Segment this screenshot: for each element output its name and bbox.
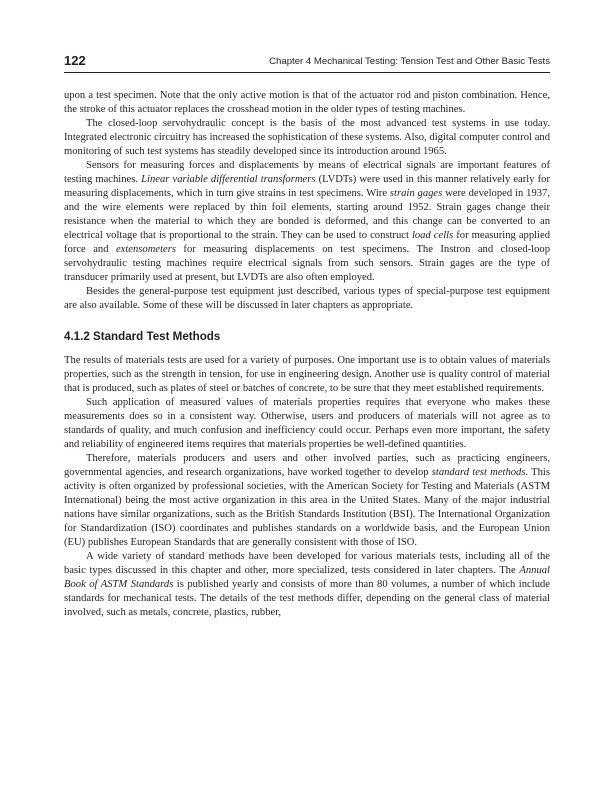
term-standard-test-methods: standard test methods xyxy=(431,467,526,478)
body-text xyxy=(64,89,550,620)
paragraph-consistency: Such application of measured values of materials properties requires that everyone who makes these measurements does so in a consistent way. Otherwise, users and producers of materials will not agree as to standards of quality, and much confusion and inefficiency could occur. Perhaps even more important, the safety and reliability of engineered items requires that materials properties be well-defined quantities. xyxy=(64,397,550,450)
paragraph-continuation: upon a test specimen. Note that the only active motion is that of the actuator rod and piston combination. Hence, the stroke of this actuator replaces the crosshead motion in the older types of testing machines. xyxy=(64,90,550,115)
chapter-title: Chapter 4 Mechanical Testing: Tension Test and Other Basic Tests xyxy=(269,56,550,67)
paragraph-results: The results of materials tests are used for a variety of purposes. One important use is to obtain values of materials properties, such as the strength in tension, for use in engineering design. Another use is quality control of material that is produced, such as plates of steel or batches of concrete, to be sure that they meet established requirements. xyxy=(64,355,550,394)
text-run: were developed in 1937, and the wire elements were replaced by thin foil elements, starting around 1952. Strain gages change their resistance when the material to which they are bonded is deformed, and this change can be converted to an electrical voltage that is proportional to the strain. They can be used to construct xyxy=(64,188,550,241)
text-run: is published yearly and consists of more than 80 volumes, a number of which include standards for mechanical tests. The details of the test methods differ, depending on the general class of material involved, such as metals, concrete, plastics, rubber, xyxy=(64,579,550,618)
page-number: 122 xyxy=(64,53,86,68)
text-run: Therefore, materials producers and users and other involved parties, such as practicing engineers, governmental agencies, and research organizations, have worked together to develop xyxy=(64,453,550,478)
text-run: . This activity is often organized by professional societies, with the American Society for Testing and Materials (ASTM International) being the most active organization in this area in the United States. Many of the major industrial nations have similar organizations, such as the British Standards Institution (BSI). The International Organization for Standardization (ISO) coordinates and publishes standards on a worldwide basis, and the European Union (EU) publishes European Standards that are generally consistent with those of ISO. xyxy=(64,467,550,548)
text-run: for measuring applied force and xyxy=(64,230,551,255)
running-header xyxy=(64,53,550,71)
paragraph-astm-book xyxy=(64,550,550,620)
text-run: Sensors for measuring forces and displacements by means of electrical signals are important features of testing machines. xyxy=(64,160,550,185)
term-lvdt: Linear variable differential transformers xyxy=(141,174,316,185)
text-run: (LVDTs) were used in this manner relatively early for measuring displacements, which in turn give strains in test specimens. Wire xyxy=(64,174,550,199)
term-load-cells: load cells xyxy=(411,230,454,241)
section-heading: 4.1.2 Standard Test Methods xyxy=(64,330,221,343)
title-astm-book: Annual Book of ASTM Standards xyxy=(64,565,550,590)
term-strain-gages: strain gages xyxy=(389,188,443,199)
paragraph-standards-orgs xyxy=(64,452,550,550)
paragraph-sensors xyxy=(64,159,550,285)
header-rule xyxy=(64,72,550,73)
paragraph-servohydraulic: The closed-loop servohydraulic concept is the basis of the most advanced test systems in use today. Integrated electronic circuitry has increased the sophistication of these systems. Also, digital computer control and monitoring of such test systems has steadily developed since its introduction around 1965. xyxy=(64,118,550,157)
paragraph-special-purpose: Besides the general-purpose test equipment just described, various types of special-purpose test equipment are also available. Some of these will be discussed in later chapters as appropriate. xyxy=(64,286,550,311)
term-extensometers: extensometers xyxy=(115,244,176,255)
text-run: A wide variety of standard methods have been developed for various materials tests, including all of the basic types discussed in this chapter and other, more specialized, tests considered in later chapters. The xyxy=(64,551,550,576)
text-run: for measuring displacements on test specimens. The Instron and closed-loop servohydraulic testing machines require electrical signals from such sensors. Strain gages are the type of transducer primarily used at present, but LVDTs are also often employed. xyxy=(64,244,550,283)
